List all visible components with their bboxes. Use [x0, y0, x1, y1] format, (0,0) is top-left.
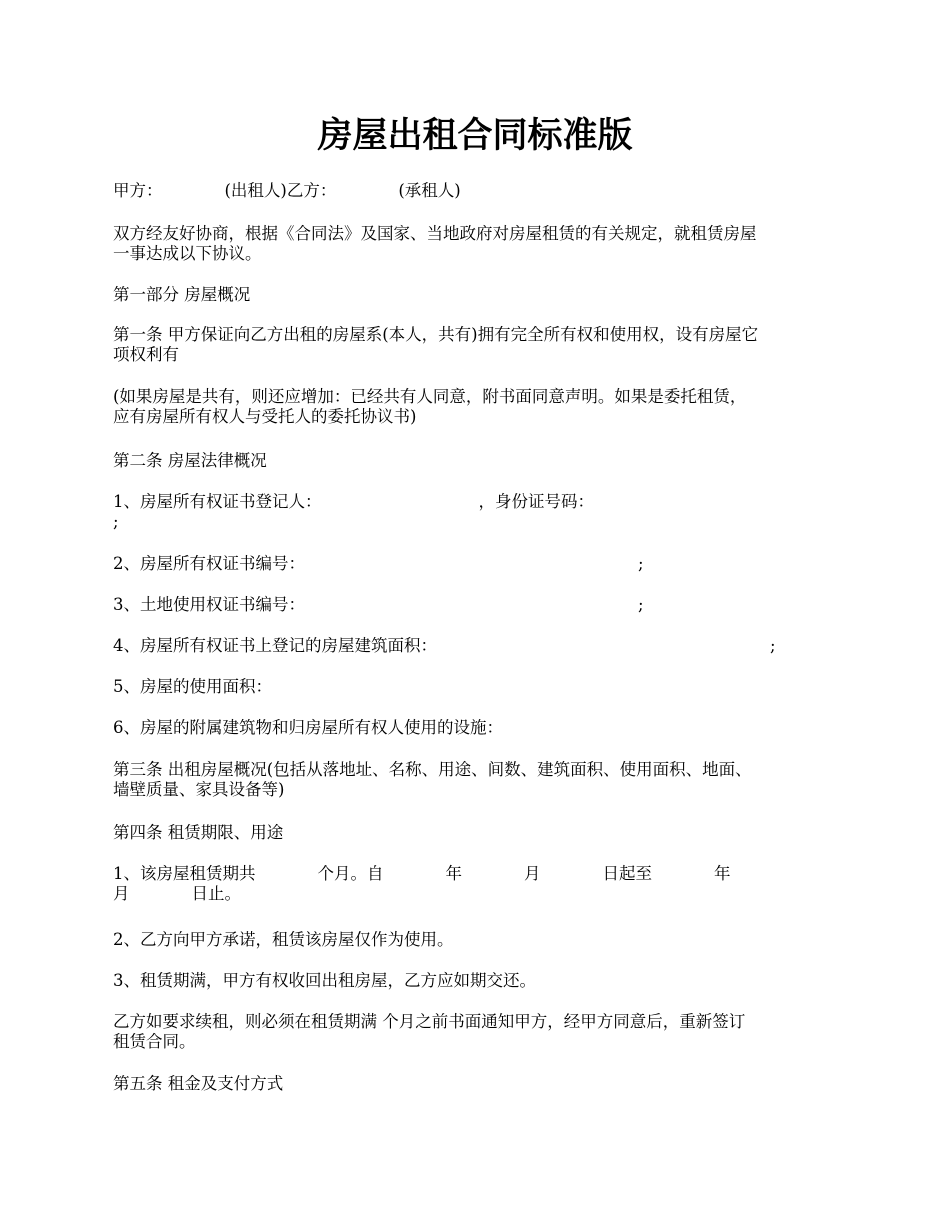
renew-paragraph	[113, 1012, 843, 1052]
item6-paragraph: 6、房屋的附属建筑物和归房屋所有权人使用的设施：	[113, 718, 503, 737]
term-part-g: 月	[113, 884, 130, 903]
term-part-d: 月	[524, 864, 541, 883]
item4-label: 4、房屋所有权证书上登记的房屋建筑面积：	[113, 636, 437, 655]
party-a-label: 甲方：	[113, 181, 163, 200]
intro-paragraph	[113, 224, 843, 264]
term-part-h: 日止。	[191, 884, 241, 903]
article4-heading: 第四条 租赁期限、用途	[113, 823, 284, 842]
term-part-e: 日起至	[602, 864, 652, 883]
item2-end: ;	[638, 554, 644, 573]
item2-label: 2、房屋所有权证书编号：	[113, 554, 305, 573]
article5-heading: 第五条 租金及支付方式	[113, 1074, 284, 1093]
note-paragraph	[113, 387, 843, 427]
item1-end: ;	[113, 512, 119, 531]
item4-end: ;	[770, 636, 776, 655]
item3-end: ;	[638, 595, 644, 614]
article3-paragraph	[113, 760, 843, 800]
term3-paragraph: 3、租赁期满，甲方有权收回出租房屋，乙方应如期交还。	[113, 971, 536, 990]
article1-paragraph	[113, 325, 843, 365]
item3-label: 3、土地使用权证书编号：	[113, 595, 305, 614]
lessee-label: (承租人)	[398, 181, 461, 200]
renew-line-2: 租赁合同。	[113, 1032, 196, 1051]
parties-line	[113, 181, 843, 201]
item3-paragraph	[113, 595, 843, 615]
term-part-b: 个月。自	[317, 864, 384, 883]
item1-id-label: ，身份证号码：	[478, 492, 594, 511]
intro-line-1: 双方经友好协商，根据《合同法》及国家、当地政府对房屋租赁的有关规定，就租赁房屋	[113, 224, 757, 243]
item5-paragraph: 5、房屋的使用面积：	[113, 677, 272, 696]
lessor-label: (出租人)乙方：	[224, 181, 337, 200]
article1-line-2: 项权利有	[113, 345, 179, 364]
article3-line-2: 墙壁质量、家具设备等)	[113, 780, 285, 799]
document-title: 房屋出租合同标准版	[317, 116, 633, 156]
item4-paragraph	[113, 636, 843, 656]
term2-paragraph: 2、乙方向甲方承诺，租赁该房屋仅作为使用。	[113, 930, 454, 949]
term-part-f: 年	[714, 864, 731, 883]
term-part-c: 年	[445, 864, 462, 883]
renew-line-1: 乙方如要求续租，则必须在租赁期满 个月之前书面通知甲方，经甲方同意后，重新签订	[113, 1012, 746, 1031]
article3-line-1: 第三条 出租房屋概况(包括从落地址、名称、用途、间数、建筑面积、使用面积、地面、	[113, 760, 752, 779]
item1-paragraph	[113, 492, 843, 532]
item1-label: 1、房屋所有权证书登记人：	[113, 492, 322, 511]
part1-heading: 第一部分 房屋概况	[113, 285, 251, 304]
note-line-1: (如果房屋是共有，则还应增加：已经共有人同意，附书面同意声明。如果是委托租赁，	[113, 387, 747, 406]
note-line-2: 应有房屋所有权人与受托人的委托协议书)	[113, 407, 417, 426]
term-part-a: 1、该房屋租赁期共	[113, 864, 256, 883]
article2-heading: 第二条 房屋法律概况	[113, 451, 267, 470]
item2-paragraph	[113, 554, 843, 574]
term-paragraph	[113, 864, 843, 904]
intro-line-2: 一事达成以下协议。	[113, 244, 262, 263]
article1-line-1: 第一条 甲方保证向乙方出租的房屋系(本人，共有)拥有完全所有权和使用权，设有房屋它	[113, 325, 759, 344]
